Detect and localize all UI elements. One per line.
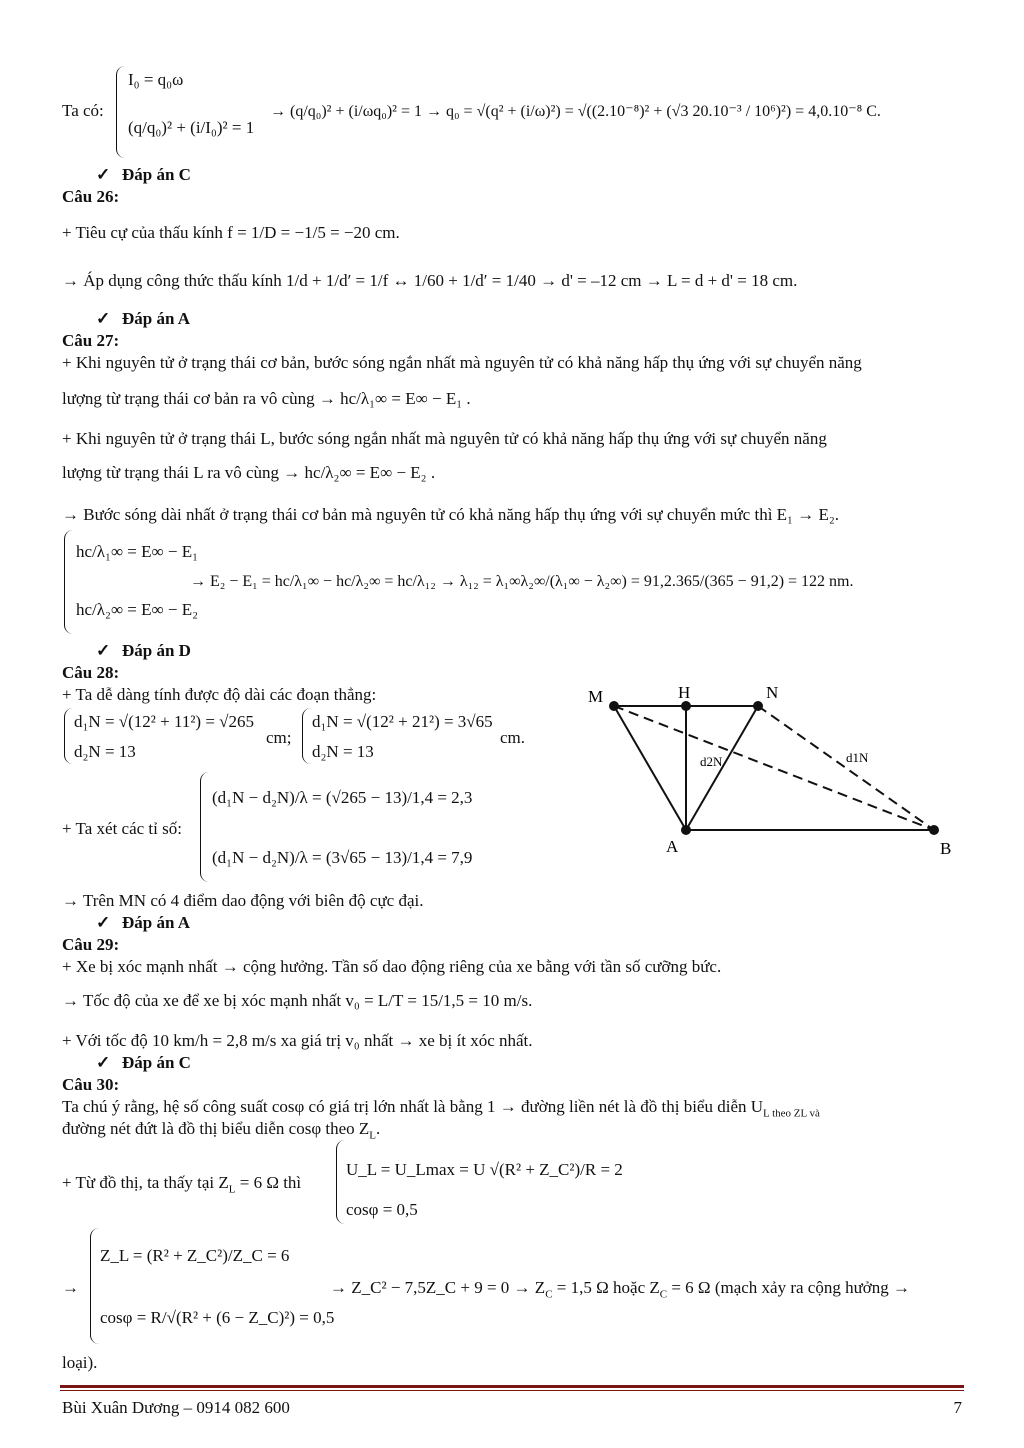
q28-brace-c: [200, 772, 209, 882]
label-m: M: [588, 687, 604, 706]
q25-answer: ✓ Đáp án C: [96, 165, 191, 184]
q28-unit-a: cm;: [266, 728, 292, 747]
q30-sysA-line2: cosφ = 0,5: [346, 1200, 418, 1219]
q27-title: Câu 27:: [62, 331, 120, 350]
label-d1n: d1N: [846, 750, 869, 765]
q27-line2: lượng từ trạng thái cơ bản ra vô cùng → hc/λ₁∞ = E∞ − E₁ .: [62, 389, 471, 408]
footer-author: Bùi Xuân Dương – 0914 082 600: [62, 1398, 290, 1417]
point-a: [681, 825, 691, 835]
q28-ratio1: (d₁N − d₂N)/λ = (√265 − 13)/1,4 = 2,3: [212, 788, 473, 807]
page-number: 7: [953, 1398, 962, 1417]
q30-tail: loại).: [62, 1353, 98, 1372]
check-icon: ✓: [96, 1053, 111, 1072]
label-d2n: d2N: [700, 754, 723, 769]
q28-title: Câu 28:: [62, 663, 120, 682]
segment-mb-dashed: [614, 706, 934, 830]
q26-line2: → Áp dụng công thức thấu kính 1/d + 1/d′ = 1/f ↔ 1/60 + 1/d′ = 1/40 → d' = –12 cm → L = d + d' = 18 cm.: [62, 271, 798, 290]
q27-line1: + Khi nguyên tử ở trạng thái cơ bản, bước sóng ngắn nhất mà nguyên tử có khả năng hấp thụ ứng với sự chuyển năng: [62, 353, 862, 372]
q30-title: Câu 30:: [62, 1075, 120, 1094]
q27-chain: → E₂ − E₁ = hc/λ₁∞ − hc/λ₂∞ = hc/λ₁₂ → λ₁₂ = λ₁∞λ₂∞/(λ₁∞ − λ₂∞) = 91,2.365/(365 − 91,2) = 122 nm.: [190, 573, 854, 590]
q28-ratio2: (d₁N − d₂N)/λ = (3√65 − 13)/1,4 = 7,9: [212, 848, 473, 867]
q30-sysB-line1: Z_L = (R² + Z_C²)/Z_C = 6: [100, 1246, 290, 1265]
label-b: B: [940, 839, 952, 858]
q27-line5: → Bước sóng dài nhất ở trạng thái cơ bản mà nguyên tử có khả năng hấp thụ ứng với sự chuyển mức thì E₁ → E₂.: [62, 505, 840, 524]
q30-arrow: →: [62, 1278, 79, 1297]
segment-ma: [614, 706, 686, 830]
q29-answer: ✓ Đáp án C: [96, 1053, 191, 1072]
q28-brace-b: [302, 708, 311, 764]
q27-sys-line2: hc/λ₂∞ = E∞ − E₂: [76, 600, 199, 619]
q25-brace: [116, 66, 125, 158]
q26-title: Câu 26:: [62, 187, 120, 206]
q29-title: Câu 29:: [62, 935, 120, 954]
q25-chain: → (q/q₀)² + (i/ωq₀)² = 1 → q₀ = √(q² + (i/ω)²) = √((2.10⁻⁸)² + (√3 20.10⁻³ / 10⁶)²) = 4,0.10⁻⁸ C.: [270, 103, 881, 120]
q30-line1: Ta chú ý rằng, hệ số công suất cosφ có giá trị lớn nhất là bằng 1 → đường liền nét là đồ thị biểu diễn $U_{L theo ZL và}$: [62, 1097, 820, 1120]
q30-result: → Z_C² − 7,5Z_C + $9 = 0 \to Z_C = 1,5$ Ω hoặc $Z_C = 6$ Ω (mạch xảy ra cộng hưởng →: [330, 1278, 911, 1301]
q30-brace-a: [336, 1140, 345, 1224]
q25-intro: Ta có:: [62, 101, 104, 120]
check-icon: ✓: [96, 309, 111, 328]
q26-line1: + Tiêu cự của thấu kính f = 1/D = −1/5 = −20 cm.: [62, 223, 400, 242]
point-b: [929, 825, 939, 835]
q30-brace-b: [90, 1228, 99, 1344]
q29-line1: + Xe bị xóc mạnh nhất → cộng hưởng. Tần số dao động riêng của xe bằng với tần số cưỡng bức.: [62, 957, 722, 976]
q28-sysA-line1: d₁N = √(12² + 11²) = √265: [74, 712, 255, 731]
q30-line2: đường nét đứt là đồ thị biểu diễn cosφ theo $Z_L$.: [62, 1119, 381, 1142]
q28-conclusion: → Trên MN có 4 điểm dao động với biên độ cực đại.: [62, 891, 424, 910]
q27-line3: + Khi nguyên tử ở trạng thái L, bước sóng ngắn nhất mà nguyên tử có khả năng hấp thụ ứng với sự chuyển năng: [62, 429, 827, 448]
q26-answer: ✓ Đáp án A: [96, 309, 191, 328]
check-icon: ✓: [96, 913, 111, 932]
q27-sys-line1: hc/λ₁∞ = E∞ − E₁: [76, 542, 199, 561]
check-icon: ✓: [96, 165, 111, 184]
q28-unit-b: cm.: [500, 728, 526, 747]
check-icon: ✓: [96, 641, 111, 660]
q29-line2: → Tốc độ của xe để xe bị xóc mạnh nhất v₀ = L/T = 15/1,5 = 10 m/s.: [62, 991, 533, 1010]
segment-nb-dashed: [758, 706, 934, 830]
q25-sys-line2: (q/q₀)² + (i/I₀)² = 1: [128, 118, 255, 137]
q27-line4: lượng từ trạng thái L ra vô cùng → hc/λ₂∞ = E∞ − E₂ .: [62, 463, 436, 482]
q28-sysB-line2: d₂N = 13: [312, 742, 374, 761]
q28-ratio-label: + Ta xét các tỉ số:: [62, 819, 182, 838]
label-a: A: [666, 837, 679, 856]
q30-sysA-line1: U_L = U_Lmax = U √(R² + Z_C²)/R = 2: [346, 1160, 623, 1179]
q28-line1: + Ta dễ dàng tính được độ dài các đoạn thẳng:: [62, 685, 377, 704]
q28-sysA-line2: d₂N = 13: [74, 742, 136, 761]
q29-line3: + Với tốc độ 10 km/h = 2,8 m/s xa giá trị v₀ nhất → xe bị ít xóc nhất.: [62, 1031, 533, 1050]
q30-sysB-line2: cosφ = R/√(R² + (6 − Z_C)²) = 0,5: [100, 1308, 335, 1327]
label-h: H: [678, 683, 691, 702]
footer-rule: [60, 1385, 964, 1388]
q25-sys-line1: I₀ = q₀ω: [128, 70, 184, 89]
point-n: [753, 701, 763, 711]
q27-answer: ✓ Đáp án D: [96, 641, 191, 660]
footer-rule-thin: [60, 1390, 964, 1391]
point-h: [681, 701, 691, 711]
q27-brace: [64, 530, 73, 634]
point-m: [609, 701, 619, 711]
q28-brace-a: [64, 708, 73, 764]
q28-sysB-line1: d₁N = √(12² + 21²) = 3√65: [312, 712, 493, 731]
label-n: N: [766, 683, 779, 702]
q28-answer: ✓ Đáp án A: [96, 913, 191, 932]
q28-geometry-figure: [570, 676, 970, 866]
q30-line3: + Từ đồ thị, ta thấy tại $Z_L = 6$ Ω thì: [62, 1173, 302, 1196]
